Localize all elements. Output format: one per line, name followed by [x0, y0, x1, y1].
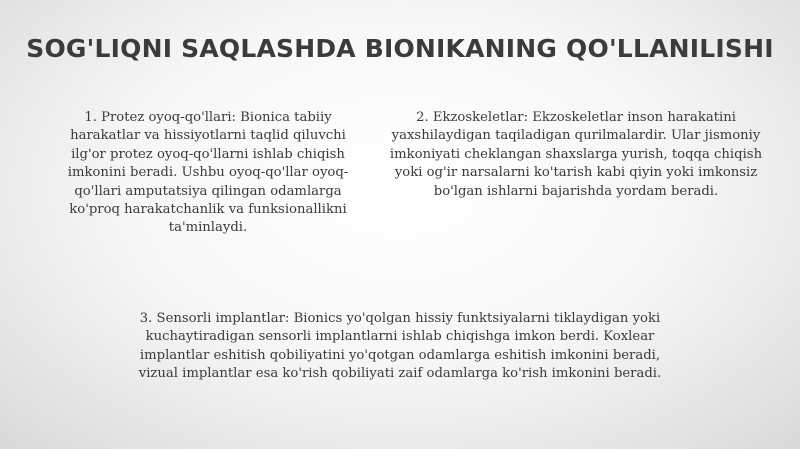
text-line: qo'llari amputatsiya qilingan odamlarga: [74, 183, 342, 199]
text-line: implantlar eshitish qobiliyatini yo'qotgan odamlarga eshitish imkonini beradi,: [139, 347, 661, 363]
point-prosthetic-limbs: [28, 109, 388, 238]
text-line: yoki og'ir narsalarni ko'tarish kabi qiyin yoki imkonsiz: [394, 165, 758, 181]
text-line: yaxshilaydigan taqiladigan qurilmalardir. Ular jismoniy: [391, 128, 761, 144]
text-line: ta'minlaydi.: [168, 220, 248, 236]
text-line: 2. Ekzoskeletlar: Ekzoskeletlar inson harakatini: [416, 110, 736, 125]
text-line: imkonini beradi. Ushbu oyoq-qo'llar oyoq-: [67, 165, 349, 181]
text-line: harakatlar va hissiyotlarni taqlid qiluvchi: [70, 128, 346, 144]
text-line: vizual implantlar esa ko'rish qobiliyati zaif odamlarga ko'rish imkonini beradi.: [138, 366, 662, 382]
text-line: ilg'or protez oyoq-qo'llarni ishlab chiqish: [71, 146, 345, 162]
text-line: imkoniyati cheklangan shaxslarga yurish, toqqa chiqish: [389, 146, 763, 162]
slide-title: SOG'LIQNI SAQLASHDA BIONIKANING QO'LLANILISHI: [26, 34, 774, 63]
point-exoskeletons: [366, 109, 786, 201]
text-line: 1. Protez oyoq-qo'llari: Bionica tabiiy: [84, 110, 332, 125]
text-line: bo'lgan ishlarni bajarishda yordam beradi.: [433, 183, 719, 199]
text-line: 3. Sensorli implantlar: Bionics yo'qolgan hissiy funktsiyalarni tiklaydigan yoki: [139, 311, 661, 326]
text-line: ko'proq harakatchanlik va funksionallikni: [69, 202, 347, 218]
point-sensory-implants: [90, 310, 710, 384]
text-line: kuchaytiradigan sensorli implantlarni ishlab chiqishga imkon berdi. Koxlear: [145, 329, 655, 345]
